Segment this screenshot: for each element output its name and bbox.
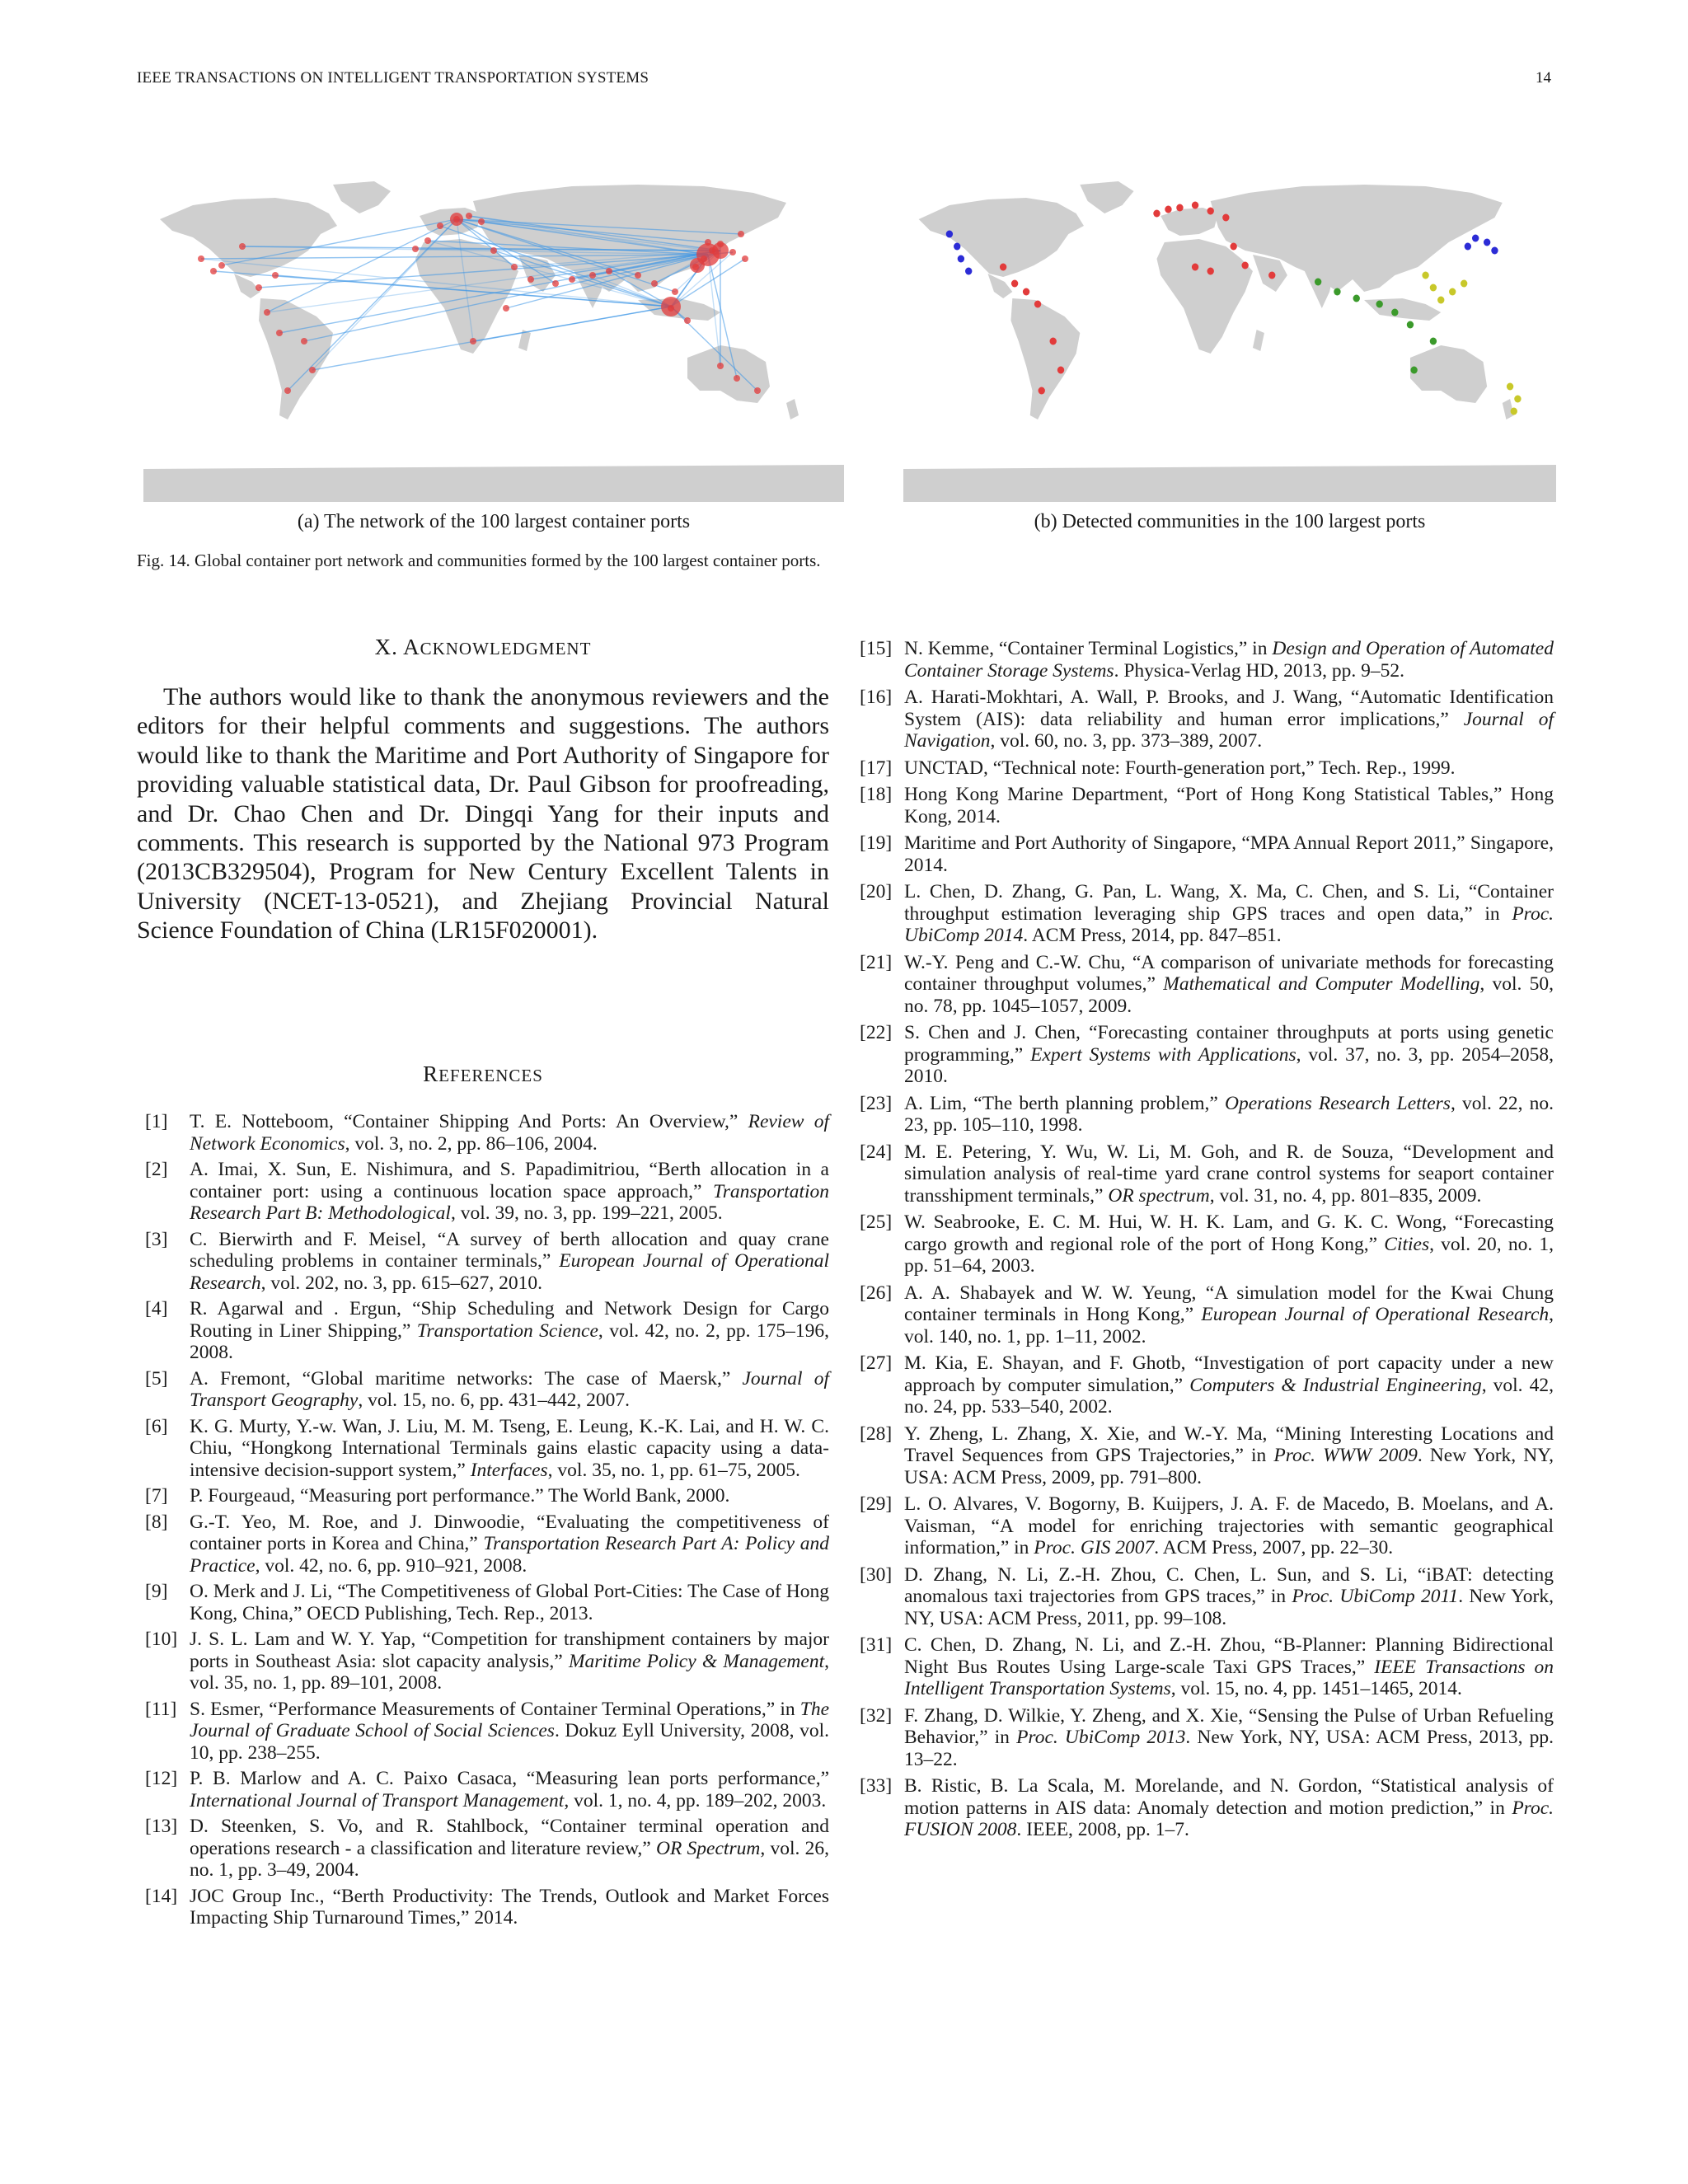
reference-item	[860, 1212, 1554, 1277]
community-node	[1507, 383, 1513, 391]
reference-number: [28]	[860, 1422, 893, 1445]
reference-item	[145, 1416, 829, 1482]
community-node	[1511, 408, 1517, 415]
community-node	[1176, 204, 1183, 212]
reference-item	[860, 1634, 1554, 1700]
port-node	[218, 262, 225, 269]
reference-number: [15]	[860, 638, 893, 659]
reference-item	[860, 952, 1554, 1018]
reference-venue: Proc. UbiComp 2011	[1292, 1586, 1459, 1607]
reference-text: R. Agarwal and . Ergun, “Ship Scheduling and Network Design for Cargo Routing in Liner Shipping,”	[190, 1298, 829, 1342]
community-node	[1376, 301, 1383, 308]
reference-text: A. A. Shabayek and W. W. Yeung, “A simulation model for the Kwai Chung container terminals in Hong Kong,”	[904, 1282, 1554, 1325]
reference-details: , vol. 60, no. 3, pp. 373–389, 2007.	[990, 730, 1263, 752]
community-node	[1011, 280, 1018, 288]
reference-number: [33]	[860, 1775, 893, 1797]
community-node	[1050, 338, 1057, 345]
reference-venue: The Journal of Graduate School of Social Sciences	[190, 1698, 829, 1741]
port-node	[729, 249, 736, 255]
reference-venue: Operations Research Letters	[1225, 1092, 1451, 1114]
heading-rest: EFERENCES	[438, 1066, 543, 1085]
community-node	[946, 231, 953, 238]
reference-item	[145, 1111, 829, 1155]
reference-text: D. Steenken, S. Vo, and R. Stahlbock, “Container terminal operation and operations research - a classification and literature review,”	[190, 1816, 829, 1859]
reference-item	[860, 881, 1554, 947]
community-node	[1207, 208, 1214, 215]
reference-item	[145, 1511, 829, 1577]
reference-item	[860, 1705, 1554, 1771]
reference-number: [8]	[145, 1511, 168, 1533]
reference-text: M. Kia, E. Shayan, and F. Ghotb, “Investigation of port capacity under a new approach by computer simulation,”	[904, 1352, 1554, 1396]
port-node	[672, 288, 678, 295]
community-node	[1465, 243, 1471, 251]
reference-item	[860, 1282, 1554, 1348]
reference-number: [3]	[145, 1228, 168, 1250]
community-node	[1410, 367, 1417, 374]
reference-text: UNCTAD, “Technical note: Fourth-generation port,” Tech. Rep., 1999.	[904, 757, 1456, 779]
acknowledgment-heading	[137, 635, 829, 660]
reference-text: C. Bierwirth and F. Meisel, “A survey of berth allocation and quay crane scheduling problems in container terminals,”	[190, 1228, 829, 1272]
reference-item	[860, 1423, 1554, 1489]
community-node	[1165, 206, 1171, 213]
community-node	[1491, 247, 1498, 255]
reference-text: L. O. Alvares, V. Bogorny, B. Kuijpers, J. A. F. de Macedo, B. Moelans, and A. Vaisman, “A model for enriching trajectories with semantic geographical information,” in	[904, 1493, 1554, 1558]
community-node	[1315, 279, 1321, 286]
reference-text: A. Harati-Mokhtari, A. Wall, P. Brooks, and J. Wang, “Automatic Identification System (AIS): data reliability and human error implications,”	[904, 687, 1554, 730]
community-node	[1422, 272, 1428, 279]
subcaption-b: (b) Detected communities in the 100 largest ports	[1034, 511, 1426, 532]
port-node	[511, 264, 518, 270]
reference-item	[145, 1159, 829, 1225]
reference-number: [18]	[860, 784, 893, 805]
reference-details: , vol. 202, no. 3, pp. 615–627, 2010.	[260, 1272, 542, 1294]
community-node	[1334, 288, 1340, 296]
reference-venue: Proc. UbiComp 2014	[904, 902, 1554, 946]
community-node	[1153, 210, 1160, 218]
reference-venue: Proc. UbiComp 2013	[1016, 1727, 1186, 1748]
port-node	[198, 255, 204, 262]
heading-initial: R	[423, 1062, 439, 1086]
reference-text: O. Merk and J. Li, “The Competitiveness of Global Port-Cities: The Case of Hong Kong, China,” OECD Publishing, Tech. Rep., 2013.	[190, 1581, 829, 1624]
reference-venue: Proc. FUSION 2008	[904, 1797, 1554, 1840]
port-node	[490, 247, 497, 254]
community-node	[958, 255, 964, 263]
port-node	[284, 387, 291, 394]
port-node	[424, 237, 431, 244]
reference-details: , vol. 140, no. 1, pp. 1–11, 2002.	[904, 1304, 1554, 1347]
reference-venue: Journal of Transport Geography	[190, 1367, 829, 1411]
reference-number: [20]	[860, 881, 893, 902]
reference-venue: OR Spectrum	[655, 1837, 761, 1859]
community-node	[1034, 301, 1041, 308]
reference-venue: Cities	[1384, 1233, 1430, 1255]
port-node	[754, 387, 761, 394]
reference-details: , vol. 42, no. 6, pp. 910–921, 2008.	[255, 1554, 528, 1577]
port-node	[239, 243, 246, 250]
reference-item	[145, 1699, 829, 1765]
reference-number: [30]	[860, 1563, 893, 1586]
reference-item	[145, 1768, 829, 1811]
reference-details: , vol. 35, no. 1, pp. 61–75, 2005.	[547, 1459, 800, 1481]
reference-item	[860, 1022, 1554, 1088]
community-node	[1192, 202, 1198, 209]
reference-text: G.-T. Yeo, M. Roe, and J. Dinwoodie, “Evaluating the competitiveness of container ports in Korea and China,”	[190, 1511, 829, 1554]
reference-item	[145, 1368, 829, 1412]
reference-venue: Transportation Research Part B: Methodological	[190, 1180, 829, 1224]
reference-venue: Review of Network Economics	[190, 1111, 829, 1155]
reference-item	[860, 1493, 1554, 1559]
reference-venue: Interfaces	[470, 1459, 548, 1481]
reference-number: [32]	[860, 1704, 893, 1727]
port-node	[742, 255, 748, 262]
reference-venue: Maritime Policy & Management	[568, 1650, 825, 1672]
community-node	[1484, 239, 1490, 246]
world-landmass	[903, 181, 1556, 502]
reference-number: [7]	[145, 1485, 168, 1507]
port-node	[569, 276, 575, 283]
port-node	[450, 213, 463, 226]
reference-item	[860, 1093, 1554, 1137]
port-node	[528, 276, 534, 283]
community-node	[1391, 309, 1398, 316]
community-node	[1514, 396, 1521, 403]
reference-details: , vol. 15, no. 6, pp. 431–442, 2007.	[358, 1390, 630, 1411]
port-node	[717, 363, 724, 369]
port-node	[210, 268, 217, 274]
reference-item	[860, 1564, 1554, 1630]
reference-venue: OR spectrum	[1108, 1184, 1210, 1207]
reference-text: A. Lim, “The berth planning problem,”	[904, 1092, 1226, 1114]
figure-panel-b	[903, 168, 1556, 502]
port-node	[651, 280, 658, 287]
port-node	[276, 330, 283, 336]
community-node	[1430, 284, 1437, 292]
reference-number: [2]	[145, 1159, 168, 1180]
reference-number: [24]	[860, 1141, 893, 1163]
community-node	[965, 268, 972, 275]
reference-text: W. Seabrooke, E. C. M. Hui, W. H. K. Lam, and G. K. C. Wong, “Forecasting cargo growth and regional role of the port of Hong Kong,”	[904, 1212, 1554, 1255]
reference-number: [6]	[145, 1415, 168, 1437]
reference-details: , vol. 20, no. 1, pp. 51–64, 2003.	[904, 1233, 1554, 1277]
reference-details: , vol. 50, no. 78, pp. 1045–1057, 2009.	[904, 973, 1554, 1017]
reference-details: . Physica-Verlag HD, 2013, pp. 9–52.	[1114, 659, 1405, 682]
community-node	[1241, 262, 1248, 269]
reference-details: , vol. 39, no. 3, pp. 199–221, 2005.	[450, 1202, 723, 1224]
reference-details: , vol. 35, no. 1, pp. 89–101, 2008.	[190, 1650, 829, 1694]
port-node	[264, 309, 270, 316]
reference-number: [16]	[860, 687, 893, 708]
reference-number: [26]	[860, 1282, 893, 1304]
reference-number: [5]	[145, 1367, 168, 1390]
subcaption-a: (a) The network of the 100 largest container ports	[297, 511, 691, 532]
reference-details: , vol. 15, no. 4, pp. 1451–1465, 2014.	[1170, 1678, 1462, 1699]
port-node	[684, 317, 691, 324]
reference-text: A. Fremont, “Global maritime networks: The case of Maersk,”	[190, 1367, 743, 1390]
port-node	[470, 338, 476, 344]
community-node	[1449, 288, 1456, 296]
reference-details: . Dokuz Eyll University, 2008, vol. 10, pp. 238–255.	[190, 1720, 829, 1764]
reference-details: , vol. 42, no. 2, pp. 175–196, 2008.	[190, 1319, 830, 1363]
port-node	[738, 231, 744, 237]
port-node	[712, 242, 729, 259]
port-node	[466, 213, 472, 219]
reference-item	[860, 1141, 1554, 1207]
reference-number: [12]	[145, 1768, 178, 1789]
reference-details: . IEEE, 2008, pp. 1–7.	[1016, 1819, 1189, 1840]
port-network-map	[143, 168, 844, 502]
reference-venue: Journal of Navigation	[904, 708, 1554, 752]
reference-item	[145, 1816, 829, 1882]
reference-text: A. Imai, X. Sun, E. Nishimura, and S. Papadimitriou, “Berth allocation in a container port: using a continuous location space approach,”	[190, 1159, 829, 1202]
reference-text: L. Chen, D. Zhang, G. Pan, L. Wang, X. Ma, C. Chen, and S. Li, “Container throughput estimation leveraging ship GPS traces and open data,” in	[904, 881, 1554, 925]
port-node	[589, 272, 596, 279]
reference-item	[145, 1629, 829, 1694]
port-node	[256, 284, 262, 291]
reference-item	[860, 687, 1554, 752]
reference-text: Hong Kong Marine Department, “Port of Hong Kong Statistical Tables,” Hong Kong, 2014.	[904, 784, 1554, 827]
reference-venue: Proc. GIS 2007	[1034, 1537, 1155, 1558]
reference-text: F. Zhang, D. Wilkie, Y. Zheng, and X. Xie, “Sensing the Pulse of Urban Refueling Behavior,” in	[904, 1704, 1554, 1748]
reference-text: N. Kemme, “Container Terminal Logistics,” in	[904, 638, 1273, 659]
reference-text: P. Fourgeaud, “Measuring port performance.” The World Bank, 2000.	[190, 1485, 730, 1507]
reference-item	[860, 1352, 1554, 1418]
reference-text: D. Zhang, N. Li, Z.-H. Zhou, C. Chen, L. Sun, and S. Li, “iBAT: detecting anomalous taxi trajectories from GPS traces,” in	[904, 1563, 1554, 1607]
community-node	[1407, 321, 1414, 329]
reference-venue: Transportation Science	[416, 1319, 598, 1342]
port-node	[734, 375, 740, 382]
reference-details: , vol. 1, no. 4, pp. 189–202, 2003.	[564, 1789, 827, 1811]
reference-details: . New York, NY, USA: ACM Press, 2013, pp. 13–22.	[904, 1727, 1554, 1770]
reference-details: . New York, NY, USA: ACM Press, 2011, pp. 99–108.	[904, 1586, 1554, 1629]
community-node	[1023, 288, 1029, 296]
reference-item	[860, 784, 1554, 827]
community-node	[1353, 295, 1360, 302]
community-node	[1222, 214, 1229, 222]
heading-number: X.	[374, 635, 398, 659]
reference-number: [25]	[860, 1212, 893, 1233]
community-node	[1461, 280, 1467, 288]
community-node	[1268, 272, 1275, 279]
reference-text: Maritime and Port Authority of Singapore, “MPA Annual Report 2011,” Singapore, 2014.	[904, 832, 1554, 876]
reference-number: [1]	[145, 1111, 168, 1132]
reference-details: , vol. 3, no. 2, pp. 86–106, 2004.	[345, 1132, 598, 1155]
reference-item	[860, 757, 1554, 780]
community-node	[1437, 297, 1444, 304]
reference-venue: European Journal of Operational Research	[1201, 1304, 1550, 1325]
community-node	[1039, 387, 1045, 395]
page-number: 14	[1536, 69, 1551, 87]
reference-number: [29]	[860, 1493, 893, 1515]
reference-number: [27]	[860, 1352, 893, 1374]
port-node	[661, 297, 681, 316]
reference-list-right	[860, 638, 1554, 1846]
reference-number: [10]	[145, 1629, 178, 1650]
world-landmass	[143, 181, 844, 502]
port-node	[412, 246, 419, 252]
community-node	[1000, 264, 1006, 271]
reference-details: , vol. 31, no. 4, pp. 801–835, 2009.	[1209, 1184, 1482, 1207]
reference-text: S. Esmer, “Performance Measurements of Container Terminal Operations,” in	[190, 1698, 800, 1720]
reference-venue: Design and Operation of Automated Container Storage Systems	[904, 638, 1554, 682]
reference-item	[860, 832, 1554, 876]
reference-venue: Computers & Industrial Engineering	[1189, 1374, 1482, 1396]
figure-caption: Fig. 14. Global container port network and communities formed by the 100 largest container ports.	[137, 551, 821, 570]
port-node	[606, 268, 612, 274]
reference-venue: European Journal of Operational Research	[190, 1250, 830, 1294]
reference-number: [4]	[145, 1298, 168, 1319]
figure-panel-a	[143, 168, 844, 502]
reference-number: [23]	[860, 1092, 893, 1114]
reference-item	[860, 1775, 1554, 1841]
reference-number: [9]	[145, 1581, 168, 1602]
reference-details: , vol. 26, no. 1, pp. 3–49, 2004.	[190, 1837, 830, 1881]
port-node	[690, 258, 705, 273]
reference-number: [19]	[860, 832, 893, 854]
reference-number: [14]	[145, 1885, 178, 1907]
port-communities-map	[903, 168, 1556, 502]
reference-venue: Expert Systems with Applications	[1030, 1043, 1296, 1066]
port-node	[503, 305, 509, 312]
reference-text: C. Chen, D. Zhang, N. Li, and Z.-H. Zhou, “B-Planner: Planning Bidirectional Night Bus Routes Using Large-scale Taxi GPS Traces,”	[904, 1634, 1554, 1678]
port-node	[301, 338, 307, 344]
community-node	[1230, 243, 1236, 251]
route-line	[473, 307, 671, 341]
reference-details: , vol. 37, no. 3, pp. 2054–2058, 2010.	[904, 1043, 1554, 1087]
reference-details: . New York, NY, USA: ACM Press, 2009, pp. 791–800.	[904, 1445, 1554, 1488]
reference-details: . ACM Press, 2007, pp. 22–30.	[1154, 1537, 1394, 1558]
reference-number: [13]	[145, 1816, 178, 1837]
reference-details: , vol. 22, no. 23, pp. 105–110, 1998.	[904, 1092, 1554, 1136]
reference-list-left	[145, 1111, 829, 1933]
reference-number: [21]	[860, 951, 893, 973]
reference-text: K. G. Murty, Y.-w. Wan, J. Liu, M. M. Tseng, E. Leung, K.-K. Lai, and H. W. C. Chiu, “Hongkong International Terminals gains elastic capacity using a data-intensive decision-support system,”	[190, 1415, 829, 1481]
community-node	[954, 243, 960, 251]
reference-text: JOC Group Inc., “Berth Productivity: The Trends, Outlook and Market Forces Impacting Ship Turnaround Times,” 2014.	[190, 1885, 829, 1929]
reference-number: [22]	[860, 1022, 893, 1043]
reference-venue: Proc. WWW 2009	[1273, 1445, 1418, 1466]
reference-venue: IEEE Transactions on Intelligent Transportation Systems	[904, 1656, 1554, 1699]
reference-item	[145, 1581, 829, 1624]
reference-text: W.-Y. Peng and C.-W. Chu, “A comparison of univariate methods for forecasting container throughput volumes,”	[904, 951, 1554, 995]
heading-rest: CKNOWLEDGMENT	[420, 639, 592, 658]
reference-number: [31]	[860, 1634, 893, 1656]
port-node	[478, 218, 485, 225]
heading-initial: A	[403, 635, 420, 659]
references-heading	[137, 1062, 829, 1087]
port-node	[552, 280, 559, 287]
community-node	[1192, 264, 1198, 271]
reference-details: , vol. 42, no. 24, pp. 533–540, 2002.	[904, 1374, 1554, 1418]
reference-item	[145, 1886, 829, 1929]
port-node	[635, 272, 641, 279]
community-node	[1430, 338, 1437, 345]
community-node	[1057, 367, 1064, 374]
reference-item	[145, 1229, 829, 1295]
community-node	[1207, 268, 1214, 275]
reference-item	[145, 1298, 829, 1364]
reference-text: M. E. Petering, Y. Wu, W. Li, M. Goh, and R. de Souza, “Development and simulation analysis of real-time yard crane control systems for seaport container transshipment terminals,”	[904, 1141, 1554, 1207]
reference-venue: Transportation Research Part A: Policy and Practice	[190, 1533, 830, 1577]
reference-details: . ACM Press, 2014, pp. 847–851.	[1023, 925, 1282, 946]
reference-number: [17]	[860, 757, 893, 779]
reference-venue: Mathematical and Computer Modelling	[1163, 973, 1480, 995]
reference-venue: International Journal of Transport Management	[190, 1789, 565, 1811]
reference-number: [11]	[145, 1698, 177, 1720]
community-node	[1472, 235, 1479, 242]
reference-text: B. Ristic, B. La Scala, M. Morelande, and N. Gordon, “Statistical analysis of motion patterns in AIS data: Anomaly detection and motion prediction,” in	[904, 1775, 1554, 1819]
reference-item	[860, 638, 1554, 682]
port-node	[272, 272, 279, 279]
reference-text: J. S. L. Lam and W. Y. Yap, “Competition for transhipment containers by major ports in Southeast Asia: slot capacity analysis,”	[190, 1629, 829, 1672]
reference-text: Y. Zheng, L. Zhang, X. Xie, and W.-Y. Ma, “Mining Interesting Locations and Travel Sequences from GPS Trajectories,” in	[904, 1422, 1554, 1466]
reference-item	[145, 1485, 829, 1507]
port-node	[437, 223, 443, 229]
running-head: IEEE TRANSACTIONS ON INTELLIGENT TRANSPORTATION SYSTEMS	[137, 69, 649, 87]
reference-text: S. Chen and J. Chen, “Forecasting container throughputs at ports using genetic programming,”	[904, 1022, 1554, 1066]
acknowledgment-text: The authors would like to thank the anonymous reviewers and the editors for their helpful comments and suggestions. The authors would like to thank the Maritime and Port Authority of Singapore for providing valuable statistical data, Dr. Paul Gibson for proofreading, and Dr. Chao Chen and Dr. Dingqi Yang for their inputs and comments. This research is supported by the National 973 Program (2013CB329504), Program for New Century Excellent Talents in University (NCET-13-0521), and Zhejiang Provincial Natural Science Foundation of China (LR15F020001).	[137, 683, 829, 944]
reference-text: P. B. Marlow and A. C. Paixo Casaca, “Measuring lean ports performance,”	[190, 1768, 829, 1789]
reference-text: T. E. Notteboom, “Container Shipping And Ports: An Overview,”	[190, 1111, 748, 1132]
port-node	[309, 367, 316, 373]
